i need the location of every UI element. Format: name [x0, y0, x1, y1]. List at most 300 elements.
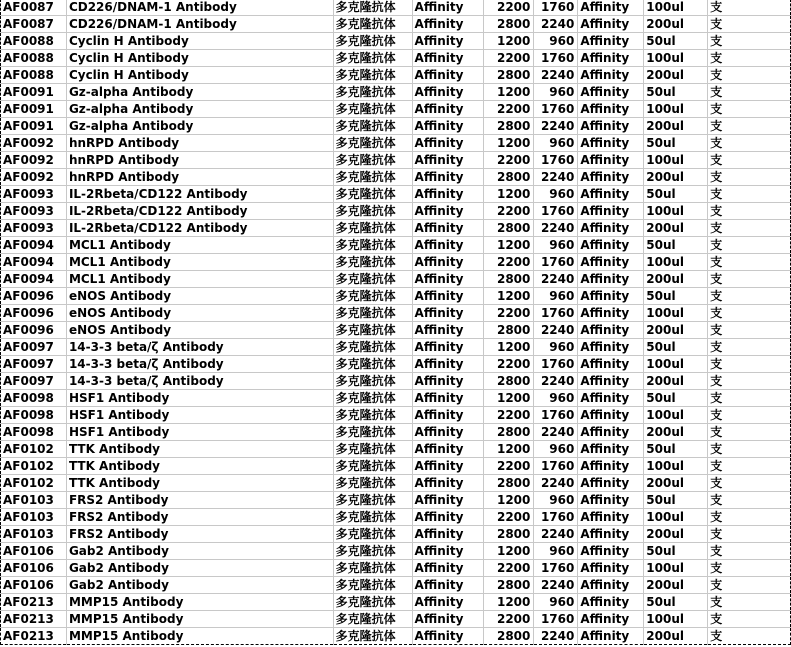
cell-brand[interactable]: Affinity: [412, 152, 484, 169]
cell-product[interactable]: IL-2Rbeta/CD122 Antibody: [66, 203, 333, 220]
cell-brand2[interactable]: Affinity: [578, 390, 644, 407]
cell-brand[interactable]: Affinity: [412, 67, 484, 84]
cell-product[interactable]: Gab2 Antibody: [66, 577, 333, 594]
cell-list-price[interactable]: 2200: [484, 509, 534, 526]
cell-brand[interactable]: Affinity: [412, 611, 484, 628]
cell-price[interactable]: 960: [534, 288, 578, 305]
cell-unit[interactable]: 支: [708, 135, 791, 152]
cell-size[interactable]: 200ul: [644, 373, 708, 390]
cell-brand[interactable]: Affinity: [412, 509, 484, 526]
cell-brand[interactable]: Affinity: [412, 356, 484, 373]
cell-brand2[interactable]: Affinity: [578, 169, 644, 186]
cell-unit[interactable]: 支: [708, 220, 791, 237]
cell-list-price[interactable]: 2200: [484, 356, 534, 373]
cell-unit[interactable]: 支: [708, 254, 791, 271]
cell-brand2[interactable]: Affinity: [578, 526, 644, 543]
cell-unit[interactable]: 支: [708, 339, 791, 356]
cell-size[interactable]: 200ul: [644, 16, 708, 33]
cell-size[interactable]: 200ul: [644, 526, 708, 543]
cell-type[interactable]: 多克隆抗体: [333, 220, 412, 237]
cell-brand2[interactable]: Affinity: [578, 50, 644, 67]
cell-list-price[interactable]: 2200: [484, 50, 534, 67]
cell-product[interactable]: hnRPD Antibody: [66, 152, 333, 169]
cell-list-price[interactable]: 2200: [484, 101, 534, 118]
cell-code[interactable]: AF0103: [1, 526, 67, 543]
cell-brand2[interactable]: Affinity: [578, 33, 644, 50]
cell-type[interactable]: 多克隆抗体: [333, 152, 412, 169]
cell-price[interactable]: 1760: [534, 152, 578, 169]
cell-price[interactable]: 1760: [534, 560, 578, 577]
cell-brand[interactable]: Affinity: [412, 16, 484, 33]
cell-list-price[interactable]: 2800: [484, 577, 534, 594]
cell-product[interactable]: Cyclin H Antibody: [66, 50, 333, 67]
cell-list-price[interactable]: 2800: [484, 67, 534, 84]
cell-price[interactable]: 2240: [534, 526, 578, 543]
cell-unit[interactable]: 支: [708, 543, 791, 560]
cell-code[interactable]: AF0094: [1, 237, 67, 254]
cell-product[interactable]: Gz-alpha Antibody: [66, 101, 333, 118]
cell-product[interactable]: FRS2 Antibody: [66, 492, 333, 509]
cell-unit[interactable]: 支: [708, 322, 791, 339]
cell-price[interactable]: 2240: [534, 67, 578, 84]
cell-code[interactable]: AF0213: [1, 628, 67, 645]
cell-unit[interactable]: 支: [708, 118, 791, 135]
cell-size[interactable]: 50ul: [644, 594, 708, 611]
cell-brand[interactable]: Affinity: [412, 475, 484, 492]
cell-list-price[interactable]: 2800: [484, 271, 534, 288]
cell-brand[interactable]: Affinity: [412, 305, 484, 322]
cell-type[interactable]: 多克隆抗体: [333, 373, 412, 390]
cell-product[interactable]: TTK Antibody: [66, 475, 333, 492]
cell-brand2[interactable]: Affinity: [578, 577, 644, 594]
cell-unit[interactable]: 支: [708, 628, 791, 645]
cell-size[interactable]: 200ul: [644, 322, 708, 339]
cell-unit[interactable]: 支: [708, 509, 791, 526]
cell-list-price[interactable]: 2800: [484, 118, 534, 135]
cell-brand2[interactable]: Affinity: [578, 475, 644, 492]
cell-size[interactable]: 50ul: [644, 441, 708, 458]
cell-price[interactable]: 2240: [534, 424, 578, 441]
cell-code[interactable]: AF0096: [1, 322, 67, 339]
cell-brand2[interactable]: Affinity: [578, 492, 644, 509]
cell-brand2[interactable]: Affinity: [578, 152, 644, 169]
cell-brand2[interactable]: Affinity: [578, 254, 644, 271]
cell-product[interactable]: 14-3-3 beta/ζ Antibody: [66, 373, 333, 390]
cell-price[interactable]: 960: [534, 84, 578, 101]
cell-product[interactable]: Gab2 Antibody: [66, 560, 333, 577]
cell-code[interactable]: AF0213: [1, 611, 67, 628]
cell-size[interactable]: 100ul: [644, 611, 708, 628]
cell-code[interactable]: AF0094: [1, 271, 67, 288]
cell-code[interactable]: AF0092: [1, 169, 67, 186]
cell-brand2[interactable]: Affinity: [578, 203, 644, 220]
cell-product[interactable]: FRS2 Antibody: [66, 509, 333, 526]
cell-price[interactable]: 960: [534, 492, 578, 509]
cell-unit[interactable]: 支: [708, 594, 791, 611]
cell-unit[interactable]: 支: [708, 50, 791, 67]
cell-unit[interactable]: 支: [708, 67, 791, 84]
cell-brand[interactable]: Affinity: [412, 33, 484, 50]
cell-size[interactable]: 200ul: [644, 220, 708, 237]
cell-type[interactable]: 多克隆抗体: [333, 560, 412, 577]
cell-size[interactable]: 100ul: [644, 458, 708, 475]
cell-type[interactable]: 多克隆抗体: [333, 186, 412, 203]
cell-size[interactable]: 50ul: [644, 33, 708, 50]
cell-brand2[interactable]: Affinity: [578, 16, 644, 33]
cell-unit[interactable]: 支: [708, 271, 791, 288]
cell-type[interactable]: 多克隆抗体: [333, 356, 412, 373]
cell-type[interactable]: 多克隆抗体: [333, 16, 412, 33]
cell-code[interactable]: AF0093: [1, 186, 67, 203]
cell-list-price[interactable]: 2800: [484, 475, 534, 492]
cell-size[interactable]: 50ul: [644, 492, 708, 509]
cell-brand[interactable]: Affinity: [412, 543, 484, 560]
cell-type[interactable]: 多克隆抗体: [333, 611, 412, 628]
cell-unit[interactable]: 支: [708, 577, 791, 594]
cell-brand2[interactable]: Affinity: [578, 356, 644, 373]
cell-price[interactable]: 1760: [534, 101, 578, 118]
cell-code[interactable]: AF0096: [1, 305, 67, 322]
cell-price[interactable]: 960: [534, 594, 578, 611]
cell-size[interactable]: 100ul: [644, 407, 708, 424]
cell-price[interactable]: 1760: [534, 611, 578, 628]
cell-code[interactable]: AF0091: [1, 84, 67, 101]
cell-code[interactable]: AF0092: [1, 135, 67, 152]
cell-brand2[interactable]: Affinity: [578, 118, 644, 135]
cell-list-price[interactable]: 1200: [484, 186, 534, 203]
cell-size[interactable]: 200ul: [644, 67, 708, 84]
cell-size[interactable]: 200ul: [644, 169, 708, 186]
cell-brand2[interactable]: Affinity: [578, 458, 644, 475]
cell-price[interactable]: 1760: [534, 50, 578, 67]
cell-price[interactable]: 2240: [534, 271, 578, 288]
cell-size[interactable]: 100ul: [644, 50, 708, 67]
cell-brand[interactable]: Affinity: [412, 526, 484, 543]
cell-type[interactable]: 多克隆抗体: [333, 50, 412, 67]
cell-code[interactable]: AF0098: [1, 424, 67, 441]
cell-price[interactable]: 1760: [534, 458, 578, 475]
cell-list-price[interactable]: 1200: [484, 237, 534, 254]
cell-list-price[interactable]: 2800: [484, 526, 534, 543]
cell-type[interactable]: 多克隆抗体: [333, 33, 412, 50]
cell-unit[interactable]: 支: [708, 16, 791, 33]
cell-price[interactable]: 960: [534, 237, 578, 254]
cell-brand2[interactable]: Affinity: [578, 628, 644, 645]
cell-price[interactable]: 960: [534, 339, 578, 356]
cell-brand[interactable]: Affinity: [412, 254, 484, 271]
cell-price[interactable]: 960: [534, 441, 578, 458]
cell-brand[interactable]: Affinity: [412, 390, 484, 407]
cell-product[interactable]: CD226/DNAM-1 Antibody: [66, 0, 333, 16]
cell-list-price[interactable]: 2800: [484, 16, 534, 33]
cell-price[interactable]: 960: [534, 390, 578, 407]
cell-list-price[interactable]: 2800: [484, 322, 534, 339]
cell-code[interactable]: AF0106: [1, 543, 67, 560]
cell-price[interactable]: 2240: [534, 322, 578, 339]
cell-size[interactable]: 100ul: [644, 254, 708, 271]
cell-code[interactable]: AF0088: [1, 67, 67, 84]
cell-type[interactable]: 多克隆抗体: [333, 492, 412, 509]
cell-brand[interactable]: Affinity: [412, 594, 484, 611]
cell-brand[interactable]: Affinity: [412, 441, 484, 458]
cell-type[interactable]: 多克隆抗体: [333, 288, 412, 305]
cell-brand2[interactable]: Affinity: [578, 543, 644, 560]
cell-brand[interactable]: Affinity: [412, 101, 484, 118]
cell-code[interactable]: AF0091: [1, 118, 67, 135]
cell-code[interactable]: AF0087: [1, 16, 67, 33]
cell-product[interactable]: 14-3-3 beta/ζ Antibody: [66, 339, 333, 356]
cell-code[interactable]: AF0088: [1, 33, 67, 50]
cell-product[interactable]: hnRPD Antibody: [66, 169, 333, 186]
cell-unit[interactable]: 支: [708, 611, 791, 628]
cell-code[interactable]: AF0106: [1, 577, 67, 594]
cell-list-price[interactable]: 1200: [484, 441, 534, 458]
cell-product[interactable]: MMP15 Antibody: [66, 594, 333, 611]
cell-size[interactable]: 50ul: [644, 237, 708, 254]
cell-type[interactable]: 多克隆抗体: [333, 135, 412, 152]
cell-brand[interactable]: Affinity: [412, 492, 484, 509]
cell-type[interactable]: 多克隆抗体: [333, 305, 412, 322]
cell-price[interactable]: 2240: [534, 577, 578, 594]
cell-size[interactable]: 100ul: [644, 0, 708, 16]
cell-product[interactable]: HSF1 Antibody: [66, 424, 333, 441]
cell-product[interactable]: hnRPD Antibody: [66, 135, 333, 152]
cell-brand[interactable]: Affinity: [412, 0, 484, 16]
cell-unit[interactable]: 支: [708, 407, 791, 424]
cell-list-price[interactable]: 1200: [484, 594, 534, 611]
cell-product[interactable]: CD226/DNAM-1 Antibody: [66, 16, 333, 33]
cell-type[interactable]: 多克隆抗体: [333, 254, 412, 271]
cell-price[interactable]: 1760: [534, 0, 578, 16]
cell-code[interactable]: AF0098: [1, 407, 67, 424]
cell-size[interactable]: 100ul: [644, 509, 708, 526]
cell-list-price[interactable]: 2200: [484, 407, 534, 424]
cell-product[interactable]: Gz-alpha Antibody: [66, 118, 333, 135]
cell-unit[interactable]: 支: [708, 305, 791, 322]
cell-list-price[interactable]: 1200: [484, 288, 534, 305]
cell-brand2[interactable]: Affinity: [578, 237, 644, 254]
cell-brand[interactable]: Affinity: [412, 203, 484, 220]
cell-product[interactable]: eNOS Antibody: [66, 288, 333, 305]
cell-brand[interactable]: Affinity: [412, 135, 484, 152]
cell-list-price[interactable]: 2800: [484, 424, 534, 441]
cell-brand2[interactable]: Affinity: [578, 186, 644, 203]
cell-list-price[interactable]: 2200: [484, 611, 534, 628]
cell-size[interactable]: 100ul: [644, 356, 708, 373]
cell-brand2[interactable]: Affinity: [578, 84, 644, 101]
cell-price[interactable]: 2240: [534, 220, 578, 237]
cell-price[interactable]: 960: [534, 135, 578, 152]
cell-type[interactable]: 多克隆抗体: [333, 237, 412, 254]
cell-unit[interactable]: 支: [708, 424, 791, 441]
cell-size[interactable]: 200ul: [644, 424, 708, 441]
cell-size[interactable]: 200ul: [644, 475, 708, 492]
cell-brand[interactable]: Affinity: [412, 339, 484, 356]
cell-brand[interactable]: Affinity: [412, 407, 484, 424]
cell-size[interactable]: 200ul: [644, 628, 708, 645]
cell-brand2[interactable]: Affinity: [578, 509, 644, 526]
cell-price[interactable]: 2240: [534, 118, 578, 135]
cell-unit[interactable]: 支: [708, 390, 791, 407]
cell-product[interactable]: TTK Antibody: [66, 441, 333, 458]
cell-product[interactable]: eNOS Antibody: [66, 322, 333, 339]
cell-unit[interactable]: 支: [708, 237, 791, 254]
cell-type[interactable]: 多克隆抗体: [333, 424, 412, 441]
cell-list-price[interactable]: 2800: [484, 169, 534, 186]
cell-code[interactable]: AF0097: [1, 339, 67, 356]
cell-unit[interactable]: 支: [708, 458, 791, 475]
cell-code[interactable]: AF0102: [1, 475, 67, 492]
cell-type[interactable]: 多克隆抗体: [333, 169, 412, 186]
cell-product[interactable]: Cyclin H Antibody: [66, 33, 333, 50]
cell-list-price[interactable]: 1200: [484, 492, 534, 509]
cell-type[interactable]: 多克隆抗体: [333, 594, 412, 611]
cell-unit[interactable]: 支: [708, 169, 791, 186]
cell-list-price[interactable]: 1200: [484, 135, 534, 152]
cell-size[interactable]: 200ul: [644, 118, 708, 135]
cell-unit[interactable]: 支: [708, 33, 791, 50]
cell-unit[interactable]: 支: [708, 526, 791, 543]
cell-list-price[interactable]: 2200: [484, 203, 534, 220]
cell-product[interactable]: Cyclin H Antibody: [66, 67, 333, 84]
cell-type[interactable]: 多克隆抗体: [333, 407, 412, 424]
cell-price[interactable]: 1760: [534, 254, 578, 271]
cell-list-price[interactable]: 1200: [484, 33, 534, 50]
cell-list-price[interactable]: 1200: [484, 543, 534, 560]
cell-size[interactable]: 50ul: [644, 288, 708, 305]
cell-brand2[interactable]: Affinity: [578, 0, 644, 16]
cell-brand[interactable]: Affinity: [412, 50, 484, 67]
cell-product[interactable]: eNOS Antibody: [66, 305, 333, 322]
cell-product[interactable]: IL-2Rbeta/CD122 Antibody: [66, 220, 333, 237]
cell-price[interactable]: 960: [534, 186, 578, 203]
cell-code[interactable]: AF0097: [1, 373, 67, 390]
cell-product[interactable]: HSF1 Antibody: [66, 407, 333, 424]
cell-size[interactable]: 50ul: [644, 84, 708, 101]
cell-brand[interactable]: Affinity: [412, 271, 484, 288]
cell-code[interactable]: AF0103: [1, 492, 67, 509]
cell-size[interactable]: 200ul: [644, 577, 708, 594]
cell-list-price[interactable]: 2800: [484, 628, 534, 645]
cell-size[interactable]: 50ul: [644, 390, 708, 407]
cell-unit[interactable]: 支: [708, 356, 791, 373]
cell-size[interactable]: 50ul: [644, 135, 708, 152]
cell-size[interactable]: 100ul: [644, 305, 708, 322]
cell-list-price[interactable]: 2200: [484, 305, 534, 322]
cell-type[interactable]: 多克隆抗体: [333, 84, 412, 101]
cell-brand[interactable]: Affinity: [412, 373, 484, 390]
cell-product[interactable]: MCL1 Antibody: [66, 254, 333, 271]
cell-type[interactable]: 多克隆抗体: [333, 628, 412, 645]
cell-unit[interactable]: 支: [708, 84, 791, 101]
cell-brand2[interactable]: Affinity: [578, 220, 644, 237]
cell-type[interactable]: 多克隆抗体: [333, 526, 412, 543]
cell-product[interactable]: Gz-alpha Antibody: [66, 84, 333, 101]
cell-brand[interactable]: Affinity: [412, 186, 484, 203]
cell-price[interactable]: 1760: [534, 305, 578, 322]
cell-brand[interactable]: Affinity: [412, 577, 484, 594]
cell-code[interactable]: AF0093: [1, 220, 67, 237]
cell-brand2[interactable]: Affinity: [578, 611, 644, 628]
cell-code[interactable]: AF0088: [1, 50, 67, 67]
cell-type[interactable]: 多克隆抗体: [333, 475, 412, 492]
cell-product[interactable]: Gab2 Antibody: [66, 543, 333, 560]
cell-brand[interactable]: Affinity: [412, 458, 484, 475]
cell-list-price[interactable]: 2200: [484, 560, 534, 577]
cell-unit[interactable]: 支: [708, 492, 791, 509]
cell-brand2[interactable]: Affinity: [578, 305, 644, 322]
cell-code[interactable]: AF0213: [1, 594, 67, 611]
cell-code[interactable]: AF0102: [1, 441, 67, 458]
cell-price[interactable]: 2240: [534, 628, 578, 645]
cell-list-price[interactable]: 1200: [484, 84, 534, 101]
cell-code[interactable]: AF0092: [1, 152, 67, 169]
cell-unit[interactable]: 支: [708, 475, 791, 492]
cell-type[interactable]: 多克隆抗体: [333, 118, 412, 135]
cell-product[interactable]: IL-2Rbeta/CD122 Antibody: [66, 186, 333, 203]
cell-type[interactable]: 多克隆抗体: [333, 339, 412, 356]
cell-unit[interactable]: 支: [708, 152, 791, 169]
cell-list-price[interactable]: 1200: [484, 339, 534, 356]
cell-brand[interactable]: Affinity: [412, 560, 484, 577]
cell-type[interactable]: 多克隆抗体: [333, 509, 412, 526]
cell-type[interactable]: 多克隆抗体: [333, 67, 412, 84]
cell-code[interactable]: AF0091: [1, 101, 67, 118]
cell-price[interactable]: 1760: [534, 509, 578, 526]
cell-type[interactable]: 多克隆抗体: [333, 101, 412, 118]
cell-size[interactable]: 100ul: [644, 203, 708, 220]
cell-list-price[interactable]: 2800: [484, 220, 534, 237]
cell-brand2[interactable]: Affinity: [578, 594, 644, 611]
cell-code[interactable]: AF0094: [1, 254, 67, 271]
cell-size[interactable]: 50ul: [644, 186, 708, 203]
cell-brand2[interactable]: Affinity: [578, 288, 644, 305]
cell-type[interactable]: 多克隆抗体: [333, 271, 412, 288]
cell-brand2[interactable]: Affinity: [578, 322, 644, 339]
cell-size[interactable]: 100ul: [644, 152, 708, 169]
cell-unit[interactable]: 支: [708, 101, 791, 118]
cell-unit[interactable]: 支: [708, 186, 791, 203]
cell-size[interactable]: 200ul: [644, 271, 708, 288]
cell-price[interactable]: 960: [534, 33, 578, 50]
cell-brand[interactable]: Affinity: [412, 322, 484, 339]
cell-brand2[interactable]: Affinity: [578, 373, 644, 390]
cell-unit[interactable]: 支: [708, 288, 791, 305]
cell-brand[interactable]: Affinity: [412, 84, 484, 101]
cell-price[interactable]: 1760: [534, 356, 578, 373]
cell-unit[interactable]: 支: [708, 560, 791, 577]
cell-size[interactable]: 100ul: [644, 101, 708, 118]
cell-brand2[interactable]: Affinity: [578, 424, 644, 441]
cell-size[interactable]: 50ul: [644, 543, 708, 560]
cell-brand2[interactable]: Affinity: [578, 271, 644, 288]
cell-brand[interactable]: Affinity: [412, 288, 484, 305]
cell-list-price[interactable]: 2200: [484, 0, 534, 16]
cell-product[interactable]: 14-3-3 beta/ζ Antibody: [66, 356, 333, 373]
cell-brand2[interactable]: Affinity: [578, 67, 644, 84]
cell-type[interactable]: 多克隆抗体: [333, 577, 412, 594]
cell-product[interactable]: TTK Antibody: [66, 458, 333, 475]
cell-brand[interactable]: Affinity: [412, 237, 484, 254]
cell-type[interactable]: 多克隆抗体: [333, 203, 412, 220]
cell-product[interactable]: MCL1 Antibody: [66, 271, 333, 288]
cell-brand[interactable]: Affinity: [412, 169, 484, 186]
cell-size[interactable]: 100ul: [644, 560, 708, 577]
cell-product[interactable]: FRS2 Antibody: [66, 526, 333, 543]
cell-brand2[interactable]: Affinity: [578, 339, 644, 356]
cell-unit[interactable]: 支: [708, 441, 791, 458]
cell-brand2[interactable]: Affinity: [578, 560, 644, 577]
